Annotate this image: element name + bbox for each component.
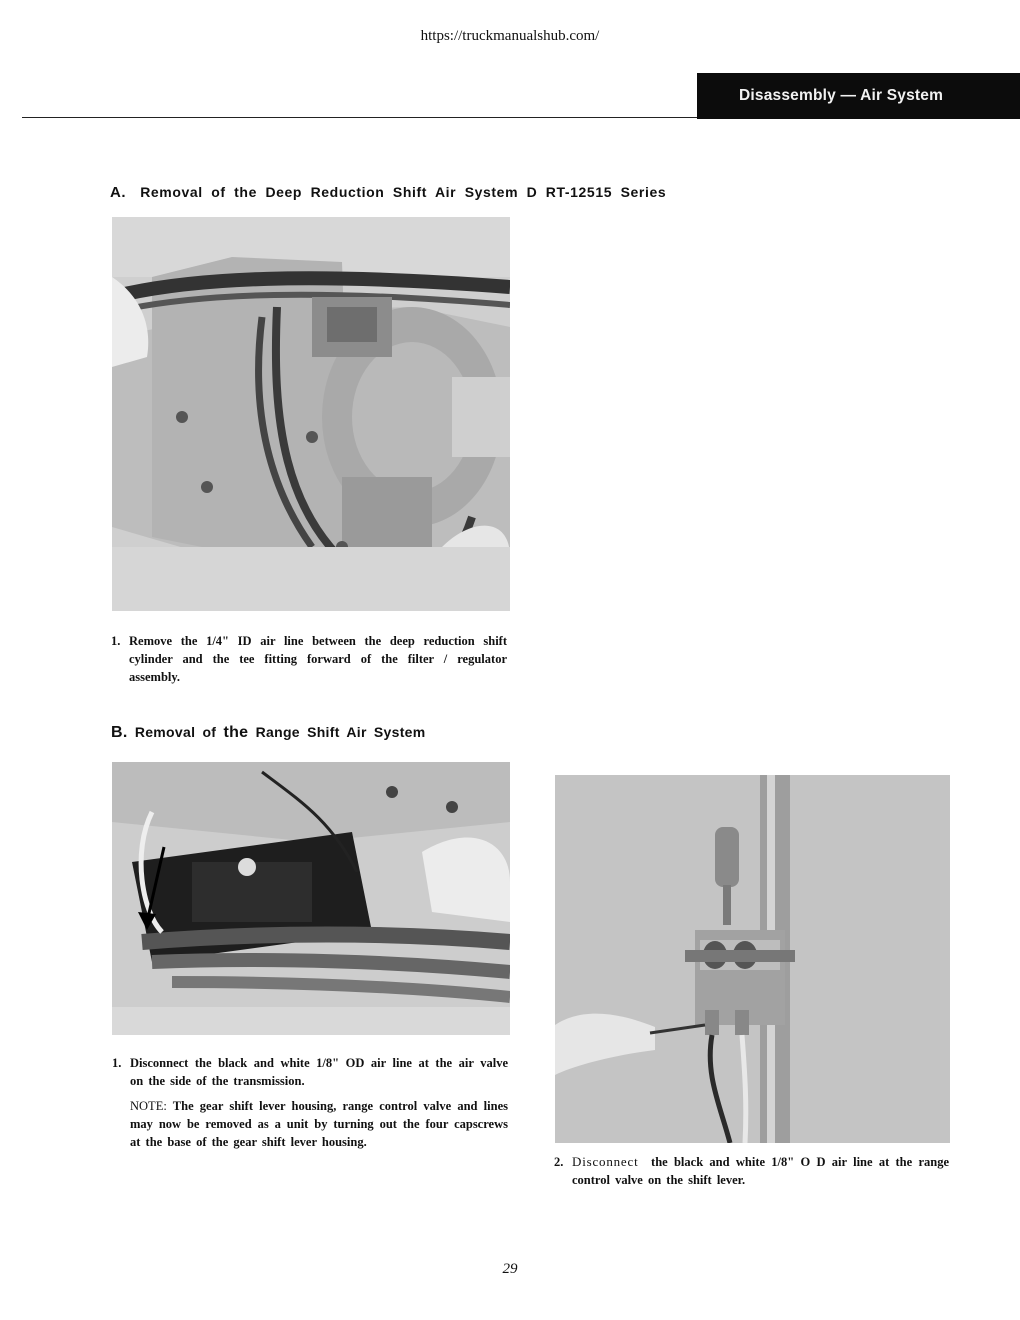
- section-b-title-part-2: the: [223, 724, 249, 741]
- note-text: The gear shift lever housing, range control valve and lines may now be removed as a unit by turning out the four capscrews at the base of the gear shift lever housing.: [130, 1099, 508, 1149]
- transmission-photo-illustration: [112, 217, 510, 611]
- section-b-step-1: [112, 1054, 508, 1090]
- photo-range-air-valve: [112, 762, 510, 1035]
- section-b-heading: [111, 724, 426, 742]
- page-number: 29: [502, 1261, 518, 1277]
- section-b-step-2: [554, 1153, 949, 1189]
- section-a-letter: A.: [110, 184, 127, 201]
- step-rest: the black and white 1/8" O D air line at the range control valve on the shift lever.: [572, 1155, 950, 1187]
- step-number: 1.: [111, 634, 121, 648]
- step-number: 1.: [112, 1056, 122, 1070]
- section-b-note: [130, 1097, 508, 1151]
- note-label: NOTE:: [130, 1099, 167, 1113]
- step-text: Remove the 1/4" ID air line between the deep reduction shift cylinder and the tee fitting forward of the filter / regulator assembly.: [129, 634, 507, 684]
- step-number: 2.: [554, 1155, 564, 1169]
- section-a-heading: [110, 184, 666, 201]
- section-b-title-part-3: Range Shift Air System: [255, 724, 426, 740]
- photo-range-control-valve: [555, 775, 950, 1143]
- section-b-letter: B.: [111, 724, 128, 741]
- step-lead-word: Disconnect: [572, 1154, 639, 1169]
- step-text: Disconnect the black and white 1/8" OD air line at the air valve on the side of the transmission.: [130, 1056, 508, 1088]
- source-url: https://truckmanualshub.com/: [420, 28, 600, 44]
- step-text: [554, 1153, 949, 1189]
- section-b-title-part-1: Removal of: [134, 724, 217, 740]
- shift-lever-photo-illustration: [555, 775, 950, 1143]
- photo-deep-reduction-cylinder: [112, 217, 510, 611]
- section-a-step-1: [111, 632, 507, 686]
- air-valve-photo-illustration: [112, 762, 510, 1035]
- section-a-title: Removal of the Deep Reduction Shift Air System D RT-12515 Series: [140, 184, 667, 200]
- section-title-tab: Disassembly — Air System: [697, 73, 1020, 119]
